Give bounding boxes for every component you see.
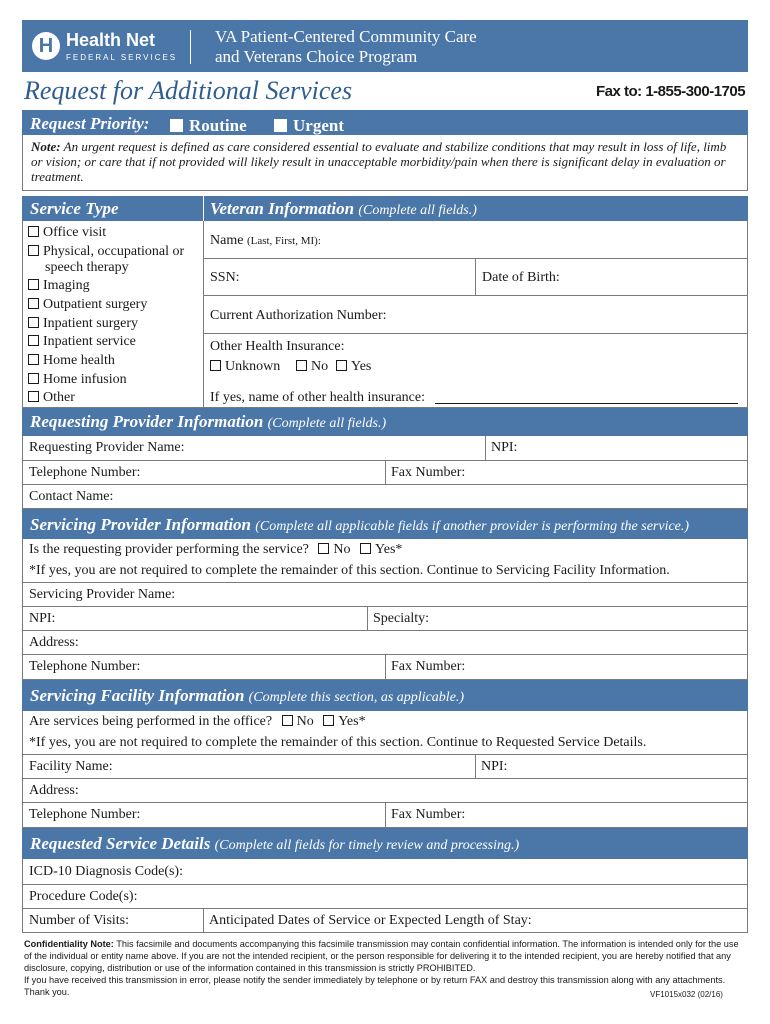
form-code: VF1015x032 (02/16) — [650, 990, 723, 999]
other-insurance-label: Other Health Insurance: — [210, 339, 345, 354]
logo-mark-icon: H — [32, 32, 60, 60]
contact-name-field[interactable]: Contact Name: — [29, 489, 114, 504]
procedure-code-field[interactable]: Procedure Code(s): — [29, 889, 138, 904]
service-details-title: Requested Service Details (Complete all fields for timely review and processing.) — [30, 834, 520, 853]
checkbox[interactable] — [360, 543, 371, 554]
urgent-checkbox[interactable] — [274, 119, 287, 132]
procedure-row — [22, 885, 748, 909]
servicing-npi-field[interactable]: NPI: — [29, 611, 56, 626]
service-details-bar — [22, 828, 748, 859]
service-home-health[interactable]: Home health — [28, 353, 115, 369]
logo-subtitle: FEDERAL SERVICES — [66, 53, 178, 62]
page-title: Request for Additional Services — [24, 76, 353, 105]
facility-question-row — [22, 711, 748, 755]
checkbox[interactable] — [318, 543, 329, 554]
routine-checkbox[interactable] — [170, 119, 183, 132]
urgent-note — [22, 135, 748, 191]
service-therapy[interactable]: Physical, occupational or — [28, 244, 184, 260]
facility-no-option[interactable]: No — [282, 714, 314, 729]
servicing-question: Is the requesting provider performing the service? No Yes* — [29, 542, 403, 557]
bar-divider — [203, 196, 204, 221]
ssn-field[interactable]: SSN: — [210, 270, 240, 285]
servicing-question-row — [22, 539, 748, 583]
confidentiality-text-1: This facsimile and documents accompanying this facsimile transmission may contain confidential information. The information is intended only for the use of the individual or entity name above. If you are not the intended recipient, or the person responsible for delivering it to the intended recipient, you are hereby notified that any disclosure, copying, distribution or use of the information contained in this transmission is strictly PROHIBITED. — [24, 939, 739, 973]
checkbox[interactable] — [28, 245, 39, 256]
facility-name-row — [22, 755, 748, 779]
checkbox[interactable] — [28, 226, 39, 237]
facility-name-field[interactable]: Facility Name: — [29, 759, 113, 774]
confidentiality-label: Confidentiality Note: — [24, 939, 114, 949]
requesting-phone-row — [22, 461, 748, 485]
divider — [203, 295, 748, 296]
servicing-yes-option[interactable]: Yes* — [360, 542, 402, 557]
insurance-name-label: If yes, name of other health insurance: — [210, 390, 425, 405]
divider — [485, 436, 486, 460]
veteran-info-title — [210, 199, 477, 219]
requesting-fax-field[interactable]: Fax Number: — [391, 465, 466, 480]
divider — [385, 655, 386, 679]
checkbox[interactable] — [28, 354, 39, 365]
servicing-provider-bar — [22, 509, 748, 539]
insurance-name-line[interactable] — [435, 403, 738, 404]
insurance-unknown-option[interactable]: Unknown — [210, 359, 280, 375]
divider — [475, 258, 476, 295]
requesting-telephone-field[interactable]: Telephone Number: — [29, 465, 141, 480]
icd-row — [22, 859, 748, 885]
checkbox[interactable] — [28, 335, 39, 346]
servicing-no-option[interactable]: No — [318, 542, 350, 557]
facility-if-yes-note: *If yes, you are not required to complete the remainder of this section. Continue to Requested Service Details. — [29, 735, 647, 750]
facility-question: Are services being performed in the office? No Yes* — [29, 714, 366, 729]
confidentiality-text-2: If you have received this transmission in error, please notify the sender immediately by telephone or by return FAX and destroy this transmission along with any attachments. Thank you. — [24, 975, 726, 997]
service-divider — [203, 221, 204, 408]
program-line-2: and Veterans Choice Program — [215, 47, 418, 66]
service-type-title: Service Type — [30, 199, 119, 218]
number-of-visits-field[interactable]: Number of Visits: — [29, 913, 130, 928]
checkbox[interactable] — [336, 360, 347, 371]
requesting-name-row — [22, 436, 748, 461]
servicing-name-row — [22, 583, 748, 607]
service-inpatient-surgery[interactable]: Inpatient surgery — [28, 316, 138, 332]
service-therapy-cont: speech therapy — [45, 260, 129, 275]
note-text: An urgent request is defined as care considered essential to evaluate and stabilize conditions that may result in loss of life, limb or vision; or care that if not provided will likely result in unacceptable morbidity/pain when there is significant delay in evaluation or treatment. — [31, 139, 727, 184]
fax-number: Fax to: 1-855-300-1705 — [596, 83, 746, 100]
insurance-yes-option[interactable]: Yes — [336, 359, 371, 375]
icd-10-field[interactable]: ICD-10 Diagnosis Code(s): — [29, 864, 183, 879]
servicing-telephone-field[interactable]: Telephone Number: — [29, 659, 141, 674]
service-inpatient-service[interactable]: Inpatient service — [28, 334, 136, 350]
checkbox[interactable] — [296, 360, 307, 371]
routine-label: Routine — [189, 116, 247, 135]
veteran-title-text: Veteran Information — [210, 199, 355, 218]
checkbox[interactable] — [210, 360, 221, 371]
divider — [367, 607, 368, 630]
service-imaging[interactable]: Imaging — [28, 278, 90, 294]
servicing-npi-row — [22, 607, 748, 631]
facility-address-field[interactable]: Address: — [29, 783, 79, 798]
logo-name: Health Net — [66, 30, 156, 50]
veteran-name-field[interactable]: Name (Last, First, MI): — [210, 233, 321, 248]
facility-yes-option[interactable]: Yes* — [323, 714, 365, 729]
service-office-visit[interactable]: Office visit — [28, 225, 106, 241]
checkbox[interactable] — [28, 317, 39, 328]
checkbox[interactable] — [28, 279, 39, 290]
requesting-provider-name-field[interactable]: Requesting Provider Name: — [29, 440, 185, 455]
priority-bar — [22, 110, 748, 135]
requesting-provider-title: Requesting Provider Information (Complete all fields.) — [30, 412, 387, 431]
requesting-provider-bar — [22, 408, 748, 436]
veteran-subtitle: (Complete all fields.) — [358, 203, 477, 218]
divider — [475, 755, 476, 778]
divider — [385, 803, 386, 827]
insurance-no-option[interactable]: No — [296, 359, 328, 375]
service-outpatient-surgery[interactable]: Outpatient surgery — [28, 297, 147, 313]
facility-address-row — [22, 779, 748, 803]
servicing-provider-title: Servicing Provider Information (Complete all applicable fields if another provider is performing the service.) — [30, 515, 690, 534]
service-home-infusion[interactable]: Home infusion — [28, 372, 127, 388]
checkbox[interactable] — [28, 298, 39, 309]
requesting-contact-row — [22, 485, 748, 509]
facility-npi-field[interactable]: NPI: — [481, 759, 508, 774]
specialty-field[interactable]: Specialty: — [373, 611, 429, 626]
confidentiality-note — [24, 938, 746, 998]
divider — [203, 333, 748, 334]
checkbox[interactable] — [28, 391, 39, 402]
dob-field[interactable]: Date of Birth: — [482, 270, 560, 285]
facility-phone-row — [22, 803, 748, 828]
program-line-1: VA Patient-Centered Community Care — [215, 27, 477, 46]
divider — [385, 461, 386, 484]
servicing-facility-bar — [22, 680, 748, 711]
divider — [203, 909, 204, 932]
checkbox[interactable] — [323, 715, 334, 726]
facility-fax-field[interactable]: Fax Number: — [391, 807, 466, 822]
checkbox[interactable] — [282, 715, 293, 726]
note-label: Note: — [31, 139, 61, 154]
servicing-address-row — [22, 631, 748, 655]
requesting-npi-field[interactable]: NPI: — [491, 440, 518, 455]
urgent-label: Urgent — [293, 116, 344, 135]
service-veteran-bar — [22, 196, 748, 221]
urgent-option[interactable] — [274, 116, 344, 136]
routine-option[interactable] — [170, 116, 247, 136]
servicing-provider-name-field[interactable]: Servicing Provider Name: — [29, 587, 176, 602]
servicing-if-yes-note: *If yes, you are not required to complete the remainder of this section. Continue to Servicing Facility Information. — [29, 563, 670, 578]
checkbox[interactable] — [28, 373, 39, 384]
visits-row — [22, 909, 748, 933]
anticipated-dates-field[interactable]: Anticipated Dates of Service or Expected Length of Stay: — [209, 913, 532, 928]
health-net-logo — [32, 30, 182, 66]
banner-divider — [190, 30, 191, 64]
facility-telephone-field[interactable]: Telephone Number: — [29, 807, 141, 822]
service-other[interactable]: Other — [28, 390, 75, 406]
servicing-phone-row — [22, 655, 748, 680]
servicing-address-field[interactable]: Address: — [29, 635, 79, 650]
servicing-fax-field[interactable]: Fax Number: — [391, 659, 466, 674]
servicing-facility-title: Servicing Facility Information (Complete this section, as applicable.) — [30, 686, 465, 705]
auth-number-field[interactable]: Current Authorization Number: — [210, 308, 387, 323]
priority-label: Request Priority: — [30, 114, 150, 133]
